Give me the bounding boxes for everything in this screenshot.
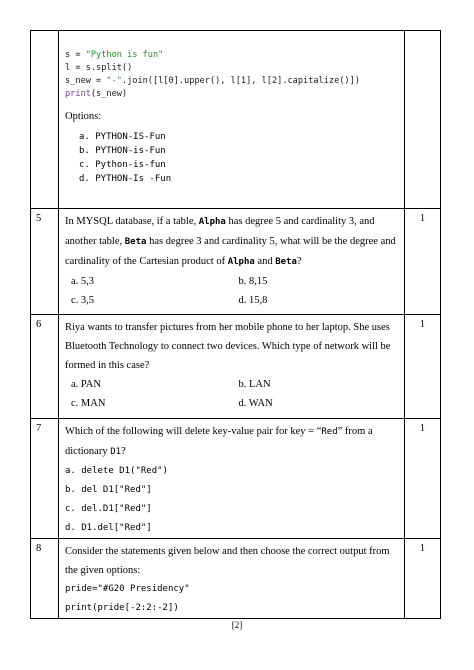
- questions-table: [30, 30, 441, 619]
- question-text: Riya wants to transfer pictures from her mobile phone to her laptop. She uses Bluetooth Technology to connect two devices. Which type of network will be formed in this case?: [65, 322, 391, 371]
- question-body: [59, 31, 405, 209]
- code-text: (s_new): [90, 89, 128, 99]
- question-text: Consider the statements given below and then choose the correct output from the given options:: [65, 546, 390, 576]
- code-text: s_new =: [65, 76, 107, 86]
- option-c: c. MAN: [71, 398, 106, 409]
- table-name-beta: Beta: [275, 257, 297, 267]
- question-number: 5: [31, 209, 59, 315]
- option-a: a. PAN: [71, 379, 101, 390]
- option-d: d. WAN: [238, 398, 273, 409]
- code-text: s =: [65, 50, 86, 60]
- code-line: print(pride[-2:2:-2]): [65, 603, 179, 613]
- option-a: a. 5,3: [71, 276, 95, 287]
- option-b: b. 8,15: [238, 276, 268, 287]
- question-body: [59, 419, 405, 539]
- question-number-cell: [31, 31, 59, 209]
- question-row-4: [31, 31, 441, 209]
- question-row-8: [31, 539, 441, 619]
- options-label: Options:: [65, 111, 102, 122]
- options-grid: [65, 394, 400, 413]
- code-line: pride="#G20 Presidency": [65, 584, 190, 594]
- marks: 1: [405, 315, 441, 419]
- text-part: and: [254, 256, 276, 267]
- option-a: a. PYTHON-IS-Fun: [79, 132, 166, 142]
- text-part: has degree 3 and cardinality 5, what will be the degree and cardinality of the Cartesian product of: [65, 236, 396, 267]
- marks: 1: [405, 419, 441, 539]
- option-b: b. LAN: [238, 379, 271, 390]
- code-block: [65, 49, 400, 101]
- text-part: has degree 5 and cardinality 3, and another table,: [65, 216, 375, 247]
- text-part: ” from a dictionary: [65, 426, 373, 457]
- code-keyword: print: [65, 89, 91, 99]
- option-c: c. Python-is-fun: [79, 160, 166, 170]
- question-body: [59, 209, 405, 315]
- marks: 1: [405, 209, 441, 315]
- question-text: [65, 422, 400, 462]
- option-a: a. delete D1("Red"): [65, 466, 168, 476]
- question-row-5: [31, 209, 441, 315]
- option-b: b. PYTHON-is-Fun: [79, 146, 166, 156]
- table-name-alpha: Alpha: [198, 217, 226, 227]
- text-part: ?: [296, 256, 302, 267]
- text-part: ?: [121, 446, 126, 457]
- options-grid: [65, 291, 400, 310]
- question-body: [59, 315, 405, 419]
- question-row-7: [31, 419, 441, 539]
- table-name-beta: Beta: [124, 237, 147, 247]
- option-c: c. 3,5: [71, 295, 95, 306]
- question-body: [59, 539, 405, 619]
- question-number: 7: [31, 419, 59, 539]
- dict-name: D1: [110, 447, 122, 457]
- options-grid: [65, 375, 400, 394]
- code-text: l = s.split(): [65, 63, 133, 73]
- question-row-6: [31, 315, 441, 419]
- option-d: d. 15,8: [238, 295, 268, 306]
- text-part: Which of the following will delete key-value pair for key = “: [65, 426, 322, 437]
- question-number: 8: [31, 539, 59, 619]
- code-string: "-": [106, 76, 122, 86]
- text-part: In MYSQL database, if a table,: [65, 216, 199, 227]
- option-b: b. del D1["Red"]: [65, 485, 152, 495]
- page-number: [2]: [231, 620, 243, 630]
- code-text: .join([l[0].upper(), l[1], l[2].capitalize()]): [121, 76, 360, 86]
- option-c: c. del.D1["Red"]: [65, 504, 152, 514]
- table-name-alpha: Alpha: [227, 257, 255, 267]
- options-grid: [65, 272, 400, 291]
- option-d: d. D1.del["Red"]: [65, 523, 152, 533]
- option-d: d. PYTHON-Is -Fun: [79, 174, 172, 184]
- question-text: [65, 212, 400, 272]
- marks-cell: [405, 31, 441, 209]
- key-literal: Red: [321, 427, 338, 437]
- question-number: 6: [31, 315, 59, 419]
- marks: 1: [405, 539, 441, 619]
- code-string: "Python is fun": [85, 50, 164, 60]
